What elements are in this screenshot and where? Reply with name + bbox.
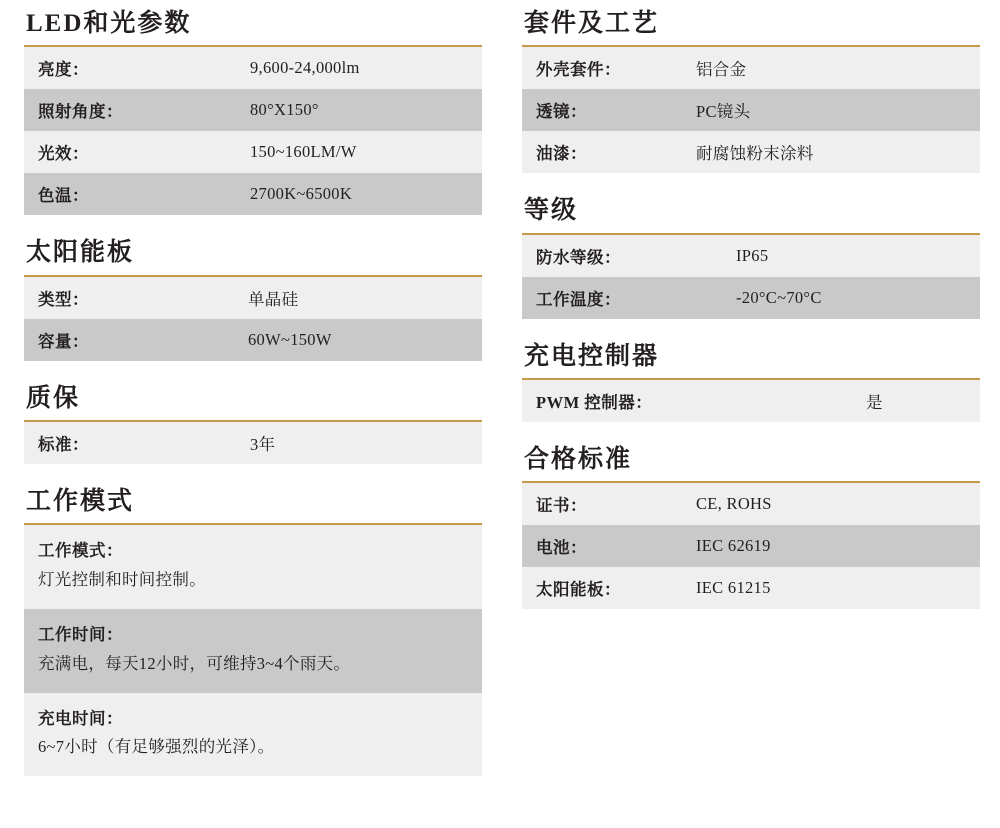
row-value: PC镜头: [696, 102, 751, 122]
row-value: 铝合金: [696, 60, 747, 80]
row-label: PWM 控制器：: [536, 392, 653, 412]
row-value: 9,600-24,000lm: [250, 58, 360, 78]
table-row: [24, 47, 482, 89]
table-row: [24, 173, 482, 215]
row-label: 容量：: [38, 331, 89, 351]
table-row: [522, 131, 980, 173]
table-row: [522, 525, 980, 567]
section-title: 合格标准: [524, 445, 633, 473]
row-label: 太阳能板：: [536, 580, 621, 599]
table-row: [522, 47, 980, 89]
row-value: 耐腐蚀粉末涂料: [696, 144, 814, 164]
table-row: [24, 525, 482, 609]
row-value: IP65: [736, 245, 769, 265]
row-label: 工作时间：: [38, 624, 123, 644]
table-row: [24, 609, 482, 693]
section-kit-and-craft: [522, 8, 980, 173]
spec-columns: [24, 8, 978, 798]
row-label: 亮度：: [38, 60, 89, 80]
table-row: [522, 235, 980, 277]
row-value: 80°X150°: [250, 100, 319, 120]
spec-table: [24, 525, 482, 776]
spec-table: [522, 483, 980, 609]
table-row: [24, 319, 482, 361]
row-label: 油漆：: [536, 144, 587, 164]
row-value: 灯光控制和时间控制。: [38, 569, 206, 589]
spec-table: [522, 380, 980, 422]
row-value: -20°C~70°C: [736, 287, 822, 307]
row-label: 标准：: [38, 434, 89, 454]
spec-table: [522, 235, 980, 319]
row-label: 工作温度：: [536, 289, 621, 309]
table-row: [24, 89, 482, 131]
table-row: [24, 131, 482, 173]
section-warranty: [24, 383, 482, 464]
row-label: 光效：: [38, 144, 89, 164]
section-charge-controller: [522, 341, 980, 422]
section-compliance-standards: [522, 444, 980, 609]
row-label: 照射角度：: [38, 102, 123, 122]
section-title: 套件及工艺: [524, 10, 660, 37]
left-column: [24, 8, 482, 798]
section-title: 等级: [524, 197, 579, 225]
section-title: LED和光参数: [26, 10, 192, 37]
table-row: [522, 89, 980, 131]
row-label: 防水等级：: [536, 247, 621, 267]
section-led-light-parameters: [24, 8, 482, 215]
row-label: 电池：: [536, 538, 587, 557]
section-title: 太阳能板: [26, 239, 135, 267]
row-label: 充电时间：: [38, 708, 123, 728]
row-value: IEC 61215: [696, 578, 771, 597]
table-row: [522, 567, 980, 609]
spec-table: [24, 422, 482, 464]
section-grade: [522, 195, 980, 318]
section-title: 充电控制器: [524, 342, 660, 370]
row-label: 工作模式：: [38, 541, 123, 560]
row-value: 150~160LM/W: [250, 142, 357, 162]
row-value: IEC 62619: [696, 536, 771, 555]
row-value: 3年: [250, 434, 276, 454]
section-solar-panel: [24, 237, 482, 360]
row-label: 外壳套件：: [536, 60, 621, 80]
spec-table: [24, 277, 482, 361]
table-row: [522, 277, 980, 319]
row-value: CE, ROHS: [696, 494, 772, 513]
spec-table: [522, 47, 980, 173]
table-row: [24, 422, 482, 464]
row-value: 60W~150W: [248, 329, 332, 349]
row-value: 2700K~6500K: [250, 184, 353, 204]
row-value: 单晶硅: [248, 289, 299, 309]
row-label: 色温：: [38, 186, 89, 206]
row-label: 类型：: [38, 289, 89, 309]
spec-table: [24, 47, 482, 215]
section-title: 质保: [26, 384, 81, 412]
row-label: 证书：: [536, 496, 587, 515]
table-row: [522, 380, 980, 422]
row-label: 透镜：: [536, 102, 587, 122]
row-value: 6~7小时（有足够强烈的光泽）。: [38, 737, 275, 757]
table-row: [522, 483, 980, 525]
section-title: 工作模式: [26, 487, 135, 515]
right-column: [522, 8, 980, 798]
section-working-mode: [24, 486, 482, 777]
row-value: 充满电，每天12小时，可维持3~4个雨天。: [38, 653, 351, 673]
table-row: [24, 693, 482, 777]
row-value: 是: [866, 392, 883, 412]
table-row: [24, 277, 482, 319]
